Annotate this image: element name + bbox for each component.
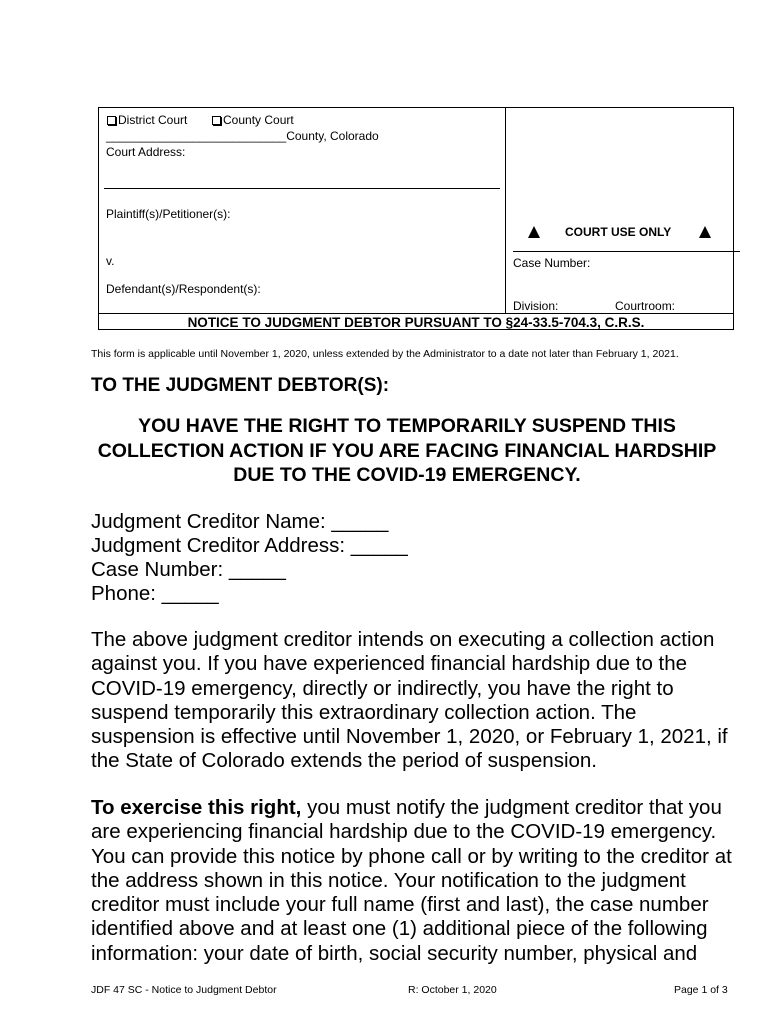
- triangle-up-icon: [699, 226, 711, 238]
- heading-right-to-suspend: YOU HAVE THE RIGHT TO TEMPORARILY SUSPEND THIS COLLECTION ACTION IF YOU ARE FACING FINANCIAL HARDSHIP DUE TO THE COVID-19 EMERGENCY.: [97, 415, 717, 486]
- footer-revision: R: October 1, 2020: [408, 984, 497, 996]
- creditor-address-field: Judgment Creditor Address: _____: [91, 534, 408, 557]
- caption-divider: [505, 107, 506, 314]
- phone-field: Phone: _____: [91, 582, 219, 605]
- district-court-label: District Court: [118, 113, 188, 127]
- county-court-label: County Court: [223, 113, 294, 127]
- notice-title: NOTICE TO JUDGMENT DEBTOR PURSUANT TO §24-33.5-704.3, C.R.S.: [187, 315, 645, 330]
- case-number-field: Case Number: _____: [91, 558, 286, 581]
- division-label: Division:: [513, 299, 559, 313]
- courtroom-label: Courtroom:: [615, 299, 676, 313]
- court-address-label: Court Address:: [106, 145, 186, 159]
- versus-label: v.: [106, 254, 115, 268]
- creditor-name-field: Judgment Creditor Name: _____: [91, 510, 389, 533]
- county-line: ___________________________County, Colorado: [106, 129, 379, 143]
- applicability-note: This form is applicable until November 1, 2020, unless extended by the Administrator to a date not later than February 1, 2021.: [91, 348, 679, 360]
- county-court-checkbox[interactable]: [212, 116, 221, 125]
- plaintiff-label: Plaintiff(s)/Petitioner(s):: [106, 207, 231, 221]
- court-address-line: [104, 188, 500, 189]
- footer-form-id: JDF 47 SC - Notice to Judgment Debtor: [91, 984, 277, 996]
- exercise-right-lead: To exercise this right,: [91, 796, 302, 819]
- triangle-up-icon: [528, 226, 540, 238]
- exercise-right-body: you must notify the judgment creditor that you are experiencing financial hardship due to the COVID-19 emergency. You can provide this notice by phone call or by writing to the creditor at the address shown in this notice. Your notification to the judgment creditor must include your full name (first and last), the case number identified above and at least one (1) additional piece of the following information: your date of birth, social security number, physical and: [91, 796, 732, 965]
- district-court-checkbox[interactable]: [107, 116, 116, 125]
- defendant-label: Defendant(s)/Respondent(s):: [106, 282, 261, 296]
- heading-judgment-debtor: TO THE JUDGMENT DEBTOR(S):: [91, 375, 390, 396]
- court-use-divider: [513, 251, 740, 252]
- district-court-option[interactable]: [107, 113, 187, 127]
- footer-page-number: Page 1 of 3: [674, 984, 728, 996]
- county-court-option[interactable]: [212, 113, 294, 127]
- creditor-fields: [91, 510, 408, 606]
- paragraph-collection-action: The above judgment creditor intends on executing a collection action against you. If you have experienced financial hardship due to the COVID-19 emergency, directly or indirectly, you have the right to suspend temporarily this extraordinary collection action. The suspension is effective until November 1, 2020, or February 1, 2021, if the State of Colorado extends the period of suspension.: [91, 628, 728, 773]
- case-number-label: Case Number:: [513, 256, 591, 270]
- paragraph-exercise-right: [91, 796, 736, 966]
- court-use-only-label: COURT USE ONLY: [565, 225, 672, 239]
